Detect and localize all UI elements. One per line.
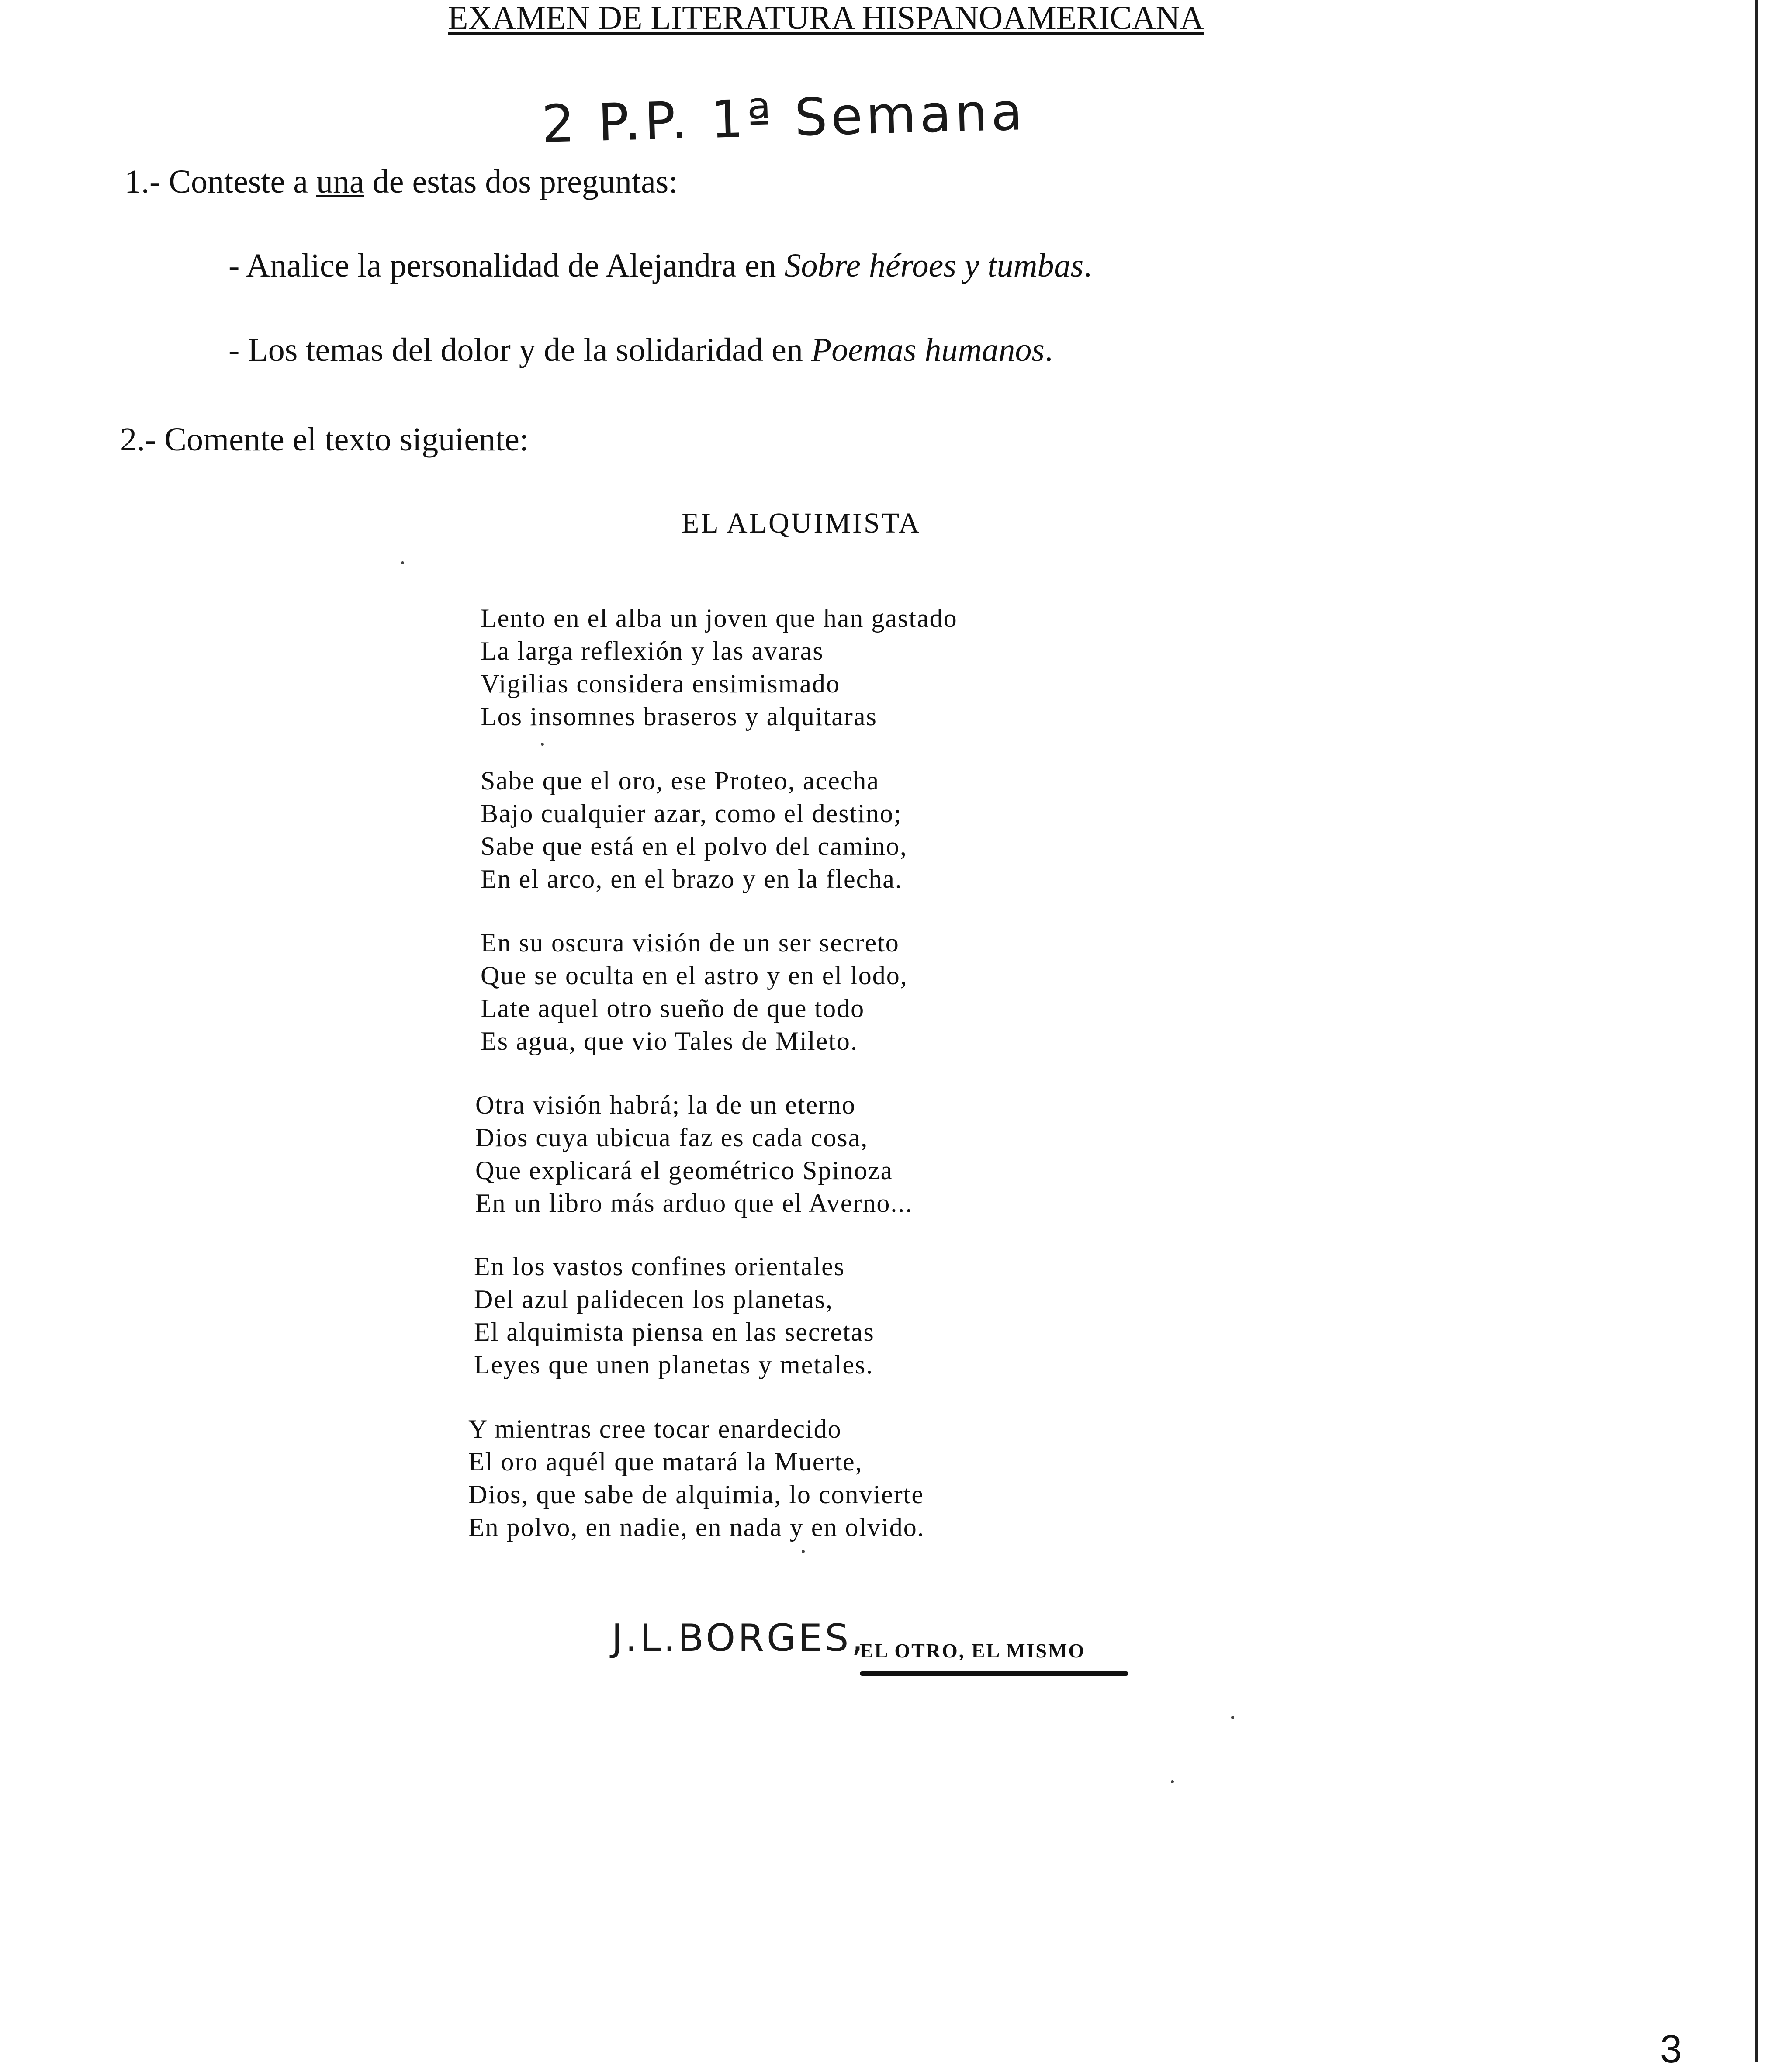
poem-stanza-4 xyxy=(475,1089,913,1220)
source-underline xyxy=(860,1671,1128,1676)
poem-line: Sabe que el oro, ese Proteo, acecha xyxy=(481,766,879,795)
poem-line: El oro aquél que matará la Muerte, xyxy=(468,1447,863,1476)
poem-line: El alquimista piensa en las secretas xyxy=(474,1318,875,1346)
poem-stanza-5 xyxy=(474,1250,875,1381)
scan-speck xyxy=(401,561,404,564)
option-b-text: - Los temas del dolor y de la solidaridad en xyxy=(228,332,811,368)
poem-title: EL ALQUIMISTA xyxy=(682,507,921,539)
question-1-underlined: una xyxy=(316,163,364,200)
scan-edge-line xyxy=(1755,0,1758,2062)
scan-speck xyxy=(802,1550,805,1553)
question-1-option-b xyxy=(228,330,1053,370)
question-1-prefix: 1.- Conteste a xyxy=(125,163,317,200)
poem-line: Bajo cualquier azar, como el destino; xyxy=(481,799,902,828)
poem-line: Sabe que está en el polvo del camino, xyxy=(481,832,908,861)
option-b-end: . xyxy=(1044,332,1053,368)
scan-speck xyxy=(1231,1716,1234,1719)
poem-source: EL OTRO, EL MISMO xyxy=(860,1640,1086,1662)
poem-line: Vigilias considera ensimismado xyxy=(481,669,840,698)
question-2: 2.- Comente el texto siguiente: xyxy=(120,421,529,458)
poem-line: Dios cuya ubicua faz es cada cosa, xyxy=(475,1123,869,1152)
question-1-suffix: de estas dos preguntas: xyxy=(364,163,678,200)
poem-line: En polvo, en nadie, en nada y en olvido. xyxy=(468,1513,925,1542)
option-a-end: . xyxy=(1083,247,1092,284)
poem-line: En un libro más arduo que el Averno... xyxy=(475,1189,913,1218)
poem-line: Del azul palidecen los planetas, xyxy=(474,1285,834,1314)
poem-line: Lento en el alba un joven que han gastado xyxy=(481,604,958,633)
poem-line: Que se oculta en el astro y en el lodo, xyxy=(481,961,908,990)
poem-line: Que explicará el geométrico Spinoza xyxy=(475,1156,893,1185)
poem-stanza-2 xyxy=(481,764,907,896)
poem-stanza-1 xyxy=(481,602,958,733)
question-1 xyxy=(125,162,678,202)
poem-stanza-6 xyxy=(468,1413,925,1544)
scan-speck xyxy=(1171,1780,1174,1783)
poem-line: Otra visión habrá; la de un eterno xyxy=(475,1090,856,1119)
poem-line: Dios, que sabe de alquimia, lo convierte xyxy=(468,1480,924,1509)
exam-title: EXAMEN DE LITERATURA HISPANOAMERICANA xyxy=(448,0,1204,36)
poem-line: Leyes que unen planetas y metales. xyxy=(474,1350,874,1379)
option-b-work: Poemas humanos xyxy=(811,332,1045,368)
poem-line: La larga reflexión y las avaras xyxy=(481,636,824,665)
poem-line: En los vastos confines orientales xyxy=(474,1252,845,1281)
poem-line: En su oscura visión de un ser secreto xyxy=(481,928,900,957)
handwritten-note: 2 P.P. 1ª Semana xyxy=(541,81,1027,154)
poem-stanza-3 xyxy=(481,927,908,1058)
scan-speck xyxy=(541,743,544,746)
poem-line: Y mientras cree tocar enardecido xyxy=(468,1415,842,1443)
question-1-option-a xyxy=(228,246,1092,286)
poem-line: Los insomnes braseros y alquitaras xyxy=(481,702,877,731)
poem-line: En el arco, en el brazo y en la flecha. xyxy=(481,865,903,893)
page-number: 3 xyxy=(1660,2027,1682,2071)
handwritten-author: J.L.BORGES, xyxy=(612,1616,866,1660)
poem-line: Es agua, que vio Tales de Mileto. xyxy=(481,1027,858,1055)
poem-line: Late aquel otro sueño de que todo xyxy=(481,994,865,1023)
option-a-work: Sobre héroes y tumbas xyxy=(784,247,1084,284)
option-a-text: - Analice la personalidad de Alejandra en xyxy=(228,247,785,284)
